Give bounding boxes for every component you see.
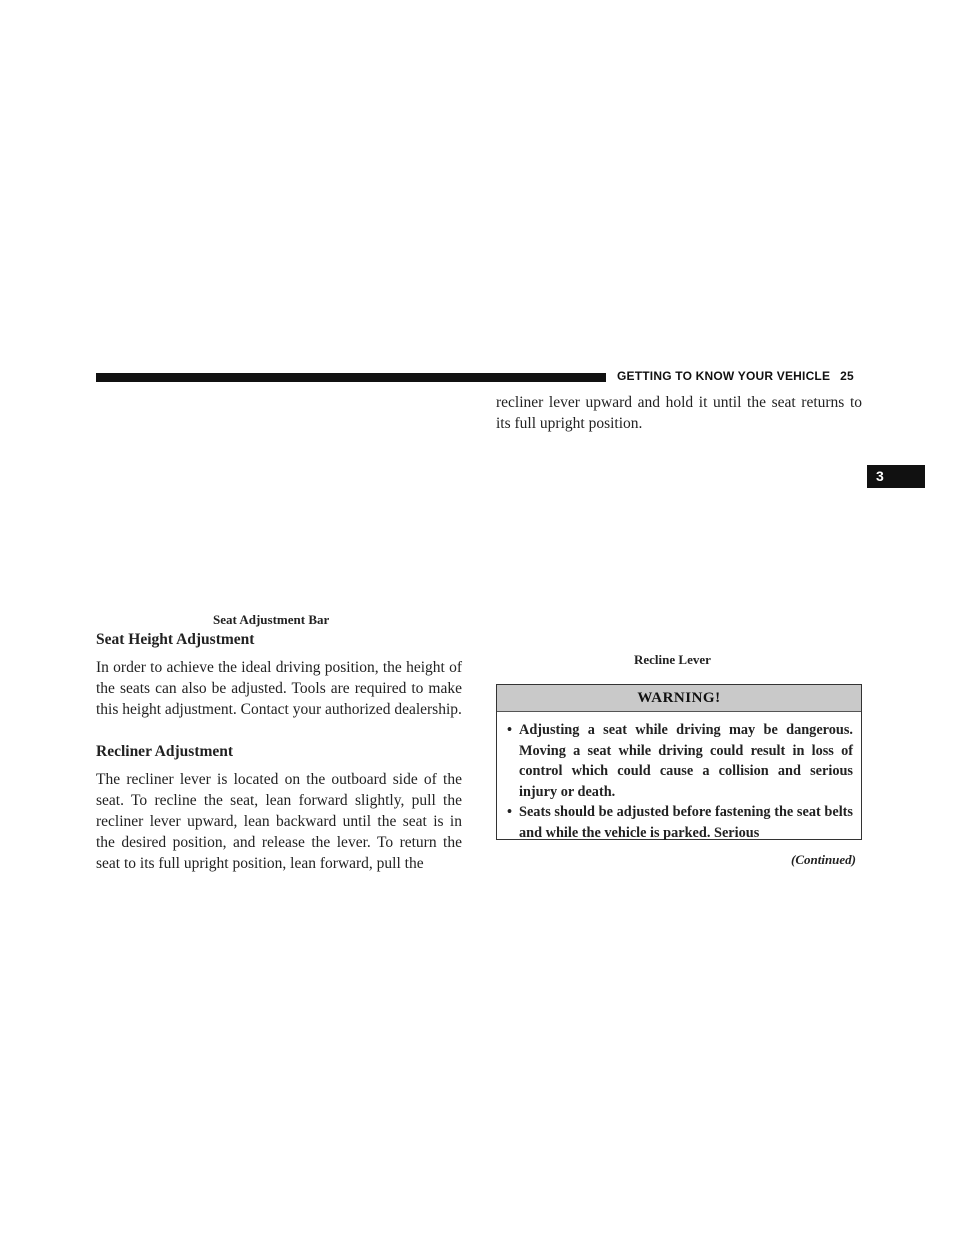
bullet-icon: • [507,804,513,820]
paragraph-recliner: The recliner lever is located on the outboard side of the seat. To recline the seat, lean forward slightly, pull the recliner lever upward, lean backward until the seat is in the desired position, and release the lever. To return the seat to its full upright position, lean forward, pull the [96,771,462,872]
warning-title: WARNING! [497,685,861,712]
warning-list [497,712,861,843]
page-number: 25 [840,369,854,383]
heading-seat-height: Seat Height Adjustment [96,631,255,648]
paragraph-recliner-continued: recliner lever upward and hold it until the seat returns to its full upright position. [496,394,862,432]
figure-caption-recline-lever: Recline Lever [634,652,711,667]
figure-caption-seat-adjustment-bar: Seat Adjustment Bar [213,612,330,627]
warning-item [507,720,853,802]
section-title: GETTING TO KNOW YOUR VEHICLE [617,369,831,383]
chapter-tab: 3 [867,465,925,488]
running-header [617,369,854,383]
warning-box [496,684,862,840]
bullet-icon: • [507,722,513,738]
warning-item-text: Seats should be adjusted before fastening the seat belts and while the vehicle is parked. Serious [519,804,853,841]
paragraph-seat-height: In order to achieve the ideal driving position, the height of the seats can also be adjusted. Tools are required to make this height adjustment. Contact your authorized dealership. [96,659,462,718]
warning-item-text: Adjusting a seat while driving may be dangerous. Moving a seat while driving could result in loss of control which could cause a collision and serious injury or death. [519,722,853,800]
header-rule [96,373,606,382]
heading-recliner: Recliner Adjustment [96,743,234,760]
continued-label: (Continued) [790,852,856,867]
warning-item [507,802,853,843]
